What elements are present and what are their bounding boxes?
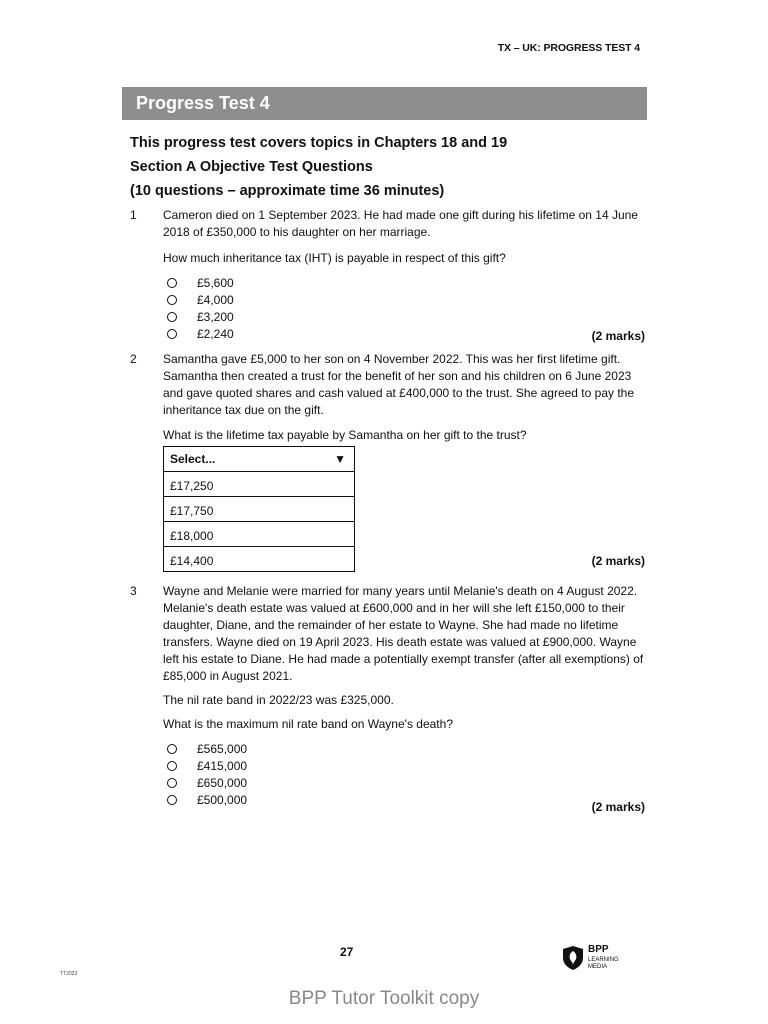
- option-d[interactable]: £2,240: [163, 326, 645, 343]
- option-a[interactable]: £5,600: [163, 275, 645, 292]
- question-text: Wayne and Melanie were married for many years until Melanie's death on 4 August 2022. Melanie's death estate was valued at £600,000 and in her will she left £150,000 to their daughter, Diane, and the remainder of her estate to Wayne. She had made no lifetime transfers. Wayne died on 19 April 2023. His death estate was valued at £900,000. Wayne left his estate to Diane. He had made a potentially exempt transfer (after all exemptions) of £85,000 in August 2021.: [163, 584, 644, 683]
- marks-label: (2 marks): [591, 800, 645, 814]
- radio-button[interactable]: [167, 795, 177, 805]
- question-3: [130, 583, 645, 814]
- running-header: TX – UK: PROGRESS TEST 4: [497, 42, 640, 54]
- radio-button[interactable]: [167, 312, 177, 322]
- logo-brand: BPP: [588, 944, 609, 955]
- intro-section: Section A Objective Test Questions: [130, 159, 373, 175]
- question-note: The nil rate band in 2022/23 was £325,000.: [163, 693, 394, 707]
- answer-options: [163, 741, 645, 809]
- page-title: Progress Test 4: [122, 87, 647, 120]
- intro-block: [130, 131, 650, 203]
- question-prompt: What is the lifetime tax payable by Samantha on her gift to the trust?: [163, 428, 527, 442]
- option-c[interactable]: £3,200: [163, 309, 645, 326]
- question-1: [130, 207, 645, 343]
- question-number: 1: [130, 208, 137, 222]
- dropdown-option[interactable]: £17,250: [164, 472, 354, 497]
- intro-timing: (10 questions – approximate time 36 minutes): [130, 183, 445, 199]
- page-number: 27: [340, 945, 354, 959]
- dropdown-option[interactable]: £14,400: [170, 554, 214, 568]
- option-d[interactable]: £500,000: [163, 792, 645, 809]
- shield-icon: [562, 945, 584, 971]
- bpp-logo: [562, 944, 632, 976]
- document-code: TT2023: [60, 971, 78, 977]
- option-c[interactable]: £650,000: [163, 775, 645, 792]
- option-b[interactable]: £415,000: [163, 758, 645, 775]
- radio-button[interactable]: [167, 778, 177, 788]
- radio-button[interactable]: [167, 329, 177, 339]
- question-number: 2: [130, 352, 137, 366]
- question-prompt: How much inheritance tax (IHT) is payable in respect of this gift?: [163, 251, 506, 265]
- dropdown-header[interactable]: [164, 447, 354, 472]
- radio-button[interactable]: [167, 744, 177, 754]
- question-text: Samantha gave £5,000 to her son on 4 November 2022. This was her first lifetime gift. Samantha then created a trust for the benefit of her son and his children on 6 June 2023 and gave quoted shares and cash valued at £400,000 to the trust. She agreed to pay the inheritance tax due on the gift.: [163, 352, 635, 417]
- option-b[interactable]: £4,000: [163, 292, 645, 309]
- question-number: 3: [130, 584, 137, 598]
- dropdown-placeholder: Select...: [170, 452, 216, 466]
- intro-scope: This progress test covers topics in Chapters 18 and 19: [130, 135, 508, 151]
- dropdown-option[interactable]: £18,000: [164, 522, 354, 547]
- logo-sub-2: MEDIA: [588, 964, 608, 970]
- radio-button[interactable]: [167, 295, 177, 305]
- radio-button[interactable]: [167, 761, 177, 771]
- marks-label: (2 marks): [591, 554, 645, 568]
- logo-subtitle: [588, 957, 619, 971]
- dropdown-option[interactable]: £17,750: [164, 497, 354, 522]
- marks-label: (2 marks): [591, 329, 645, 343]
- question-text: Cameron died on 1 September 2023. He had made one gift during his lifetime on 14 June 2018 of £350,000 to his daughter on her marriage.: [163, 208, 638, 239]
- question-2: [130, 351, 645, 572]
- answer-dropdown[interactable]: [163, 446, 355, 572]
- answer-options: [163, 275, 645, 343]
- question-prompt: What is the maximum nil rate band on Wayne's death?: [163, 717, 453, 731]
- triangle-down-icon[interactable]: ▼: [334, 452, 346, 466]
- logo-sub-1: LEARNING: [588, 957, 619, 963]
- copy-watermark: BPP Tutor Toolkit copy: [288, 988, 480, 1009]
- option-a[interactable]: £565,000: [163, 741, 645, 758]
- radio-button[interactable]: [167, 278, 177, 288]
